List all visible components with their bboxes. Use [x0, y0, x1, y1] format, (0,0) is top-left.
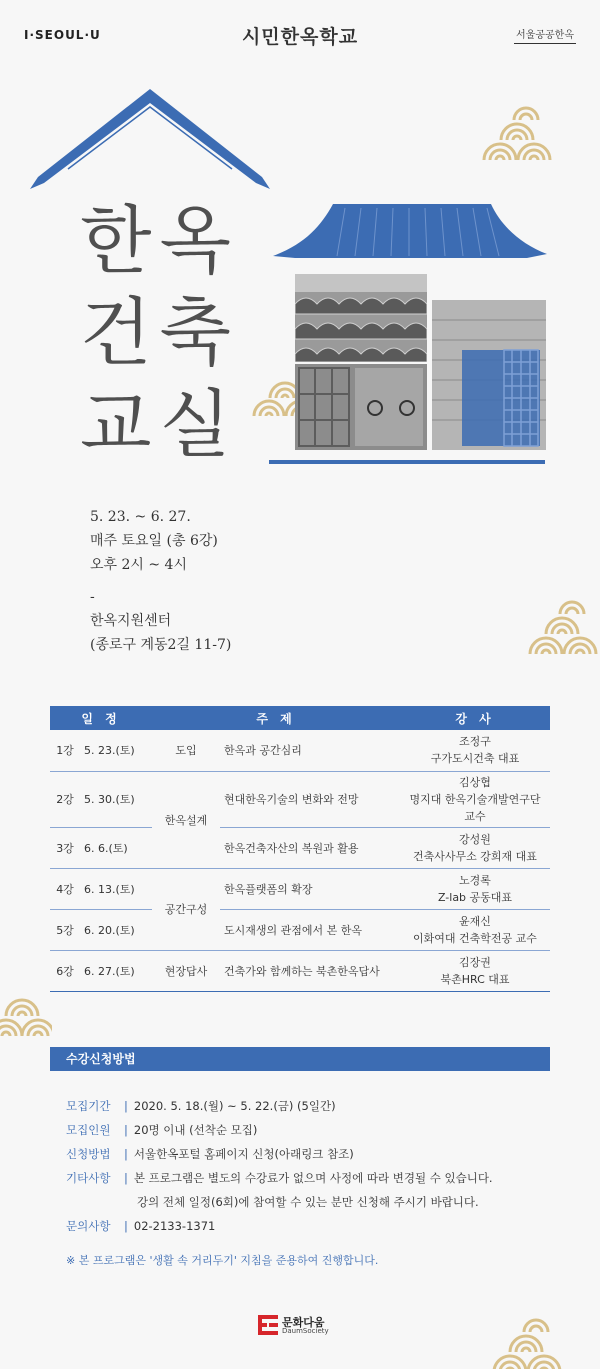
footer-logo-en: DaumSociety: [282, 1327, 329, 1335]
apply-separator: |: [124, 1123, 128, 1137]
session-category: 공간구성: [152, 868, 220, 950]
footer-logo[interactable]: [258, 1315, 329, 1339]
session-num: 2강: [50, 771, 80, 827]
apply-details: [66, 1094, 493, 1238]
event-info: [90, 505, 231, 657]
session-lecturer: [400, 771, 550, 827]
apply-row-method: [66, 1142, 493, 1166]
lecturer-name: 김장권: [459, 955, 491, 969]
contact-phone[interactable]: 02-2133-1371: [133, 1219, 216, 1233]
apply-value: 20명 이내 (선착순 모집): [133, 1123, 258, 1137]
apply-value: 서울한옥포털 홈페이지 신청(아래링크 참조): [133, 1147, 354, 1161]
session-num: 4강: [50, 868, 80, 909]
session-date: 6. 27.(토): [80, 950, 152, 991]
lecturer-affiliation: 이화여대 건축학전공 교수: [413, 931, 537, 945]
wave-pattern-left: [0, 982, 52, 1038]
session-category: 도입: [152, 730, 220, 771]
lecturer-name: 윤재신: [459, 914, 491, 928]
seoul-hanok-badge[interactable]: 서울공공한옥: [514, 26, 576, 44]
apply-label: 기타사항: [66, 1171, 111, 1185]
schedule-table: [50, 706, 550, 992]
session-num: 6강: [50, 950, 80, 991]
session-date: 5. 30.(토): [80, 771, 152, 827]
table-row: [50, 771, 550, 827]
session-date: 5. 23.(토): [80, 730, 152, 771]
session-num: 3강: [50, 827, 80, 868]
header: [0, 0, 600, 70]
apply-row-etc: [66, 1166, 493, 1190]
distancing-notice: ※ 본 프로그램은 '생활 속 거리두기' 지침을 준용하여 진행합니다.: [66, 1254, 379, 1267]
wave-pattern-bottom-right: [490, 1312, 564, 1369]
apply-separator: |: [124, 1219, 128, 1233]
session-topic: 현대한옥기술의 변화와 전망: [220, 771, 400, 827]
lecturer-name: 노경록: [459, 873, 491, 887]
apply-label: 모집인원: [66, 1123, 111, 1137]
header-topic: 주 제: [152, 706, 400, 730]
session-num: 1강: [50, 730, 80, 771]
lecturer-name: 김상협: [459, 775, 491, 789]
daumsociety-logo-icon: [258, 1315, 278, 1335]
apply-value: 2020. 5. 18.(월) ~ 5. 22.(금) (5일간): [133, 1099, 336, 1113]
lecturer-affiliation: 명지대 한옥기술개발연구단 교수: [409, 792, 541, 823]
session-topic: 건축가와 함께하는 북촌한옥답사: [220, 950, 400, 991]
apply-separator: |: [124, 1147, 128, 1161]
apply-row-period: [66, 1094, 493, 1118]
apply-value: 본 프로그램은 별도의 수강료가 없으며 사정에 따라 변경될 수 있습니다.: [133, 1171, 493, 1185]
venue: 한옥지원센터: [90, 613, 172, 629]
lecturer-affiliation: 구가도시건축 대표: [430, 752, 520, 766]
session-category: 한옥설계: [152, 771, 220, 868]
session-lecturer: [400, 868, 550, 909]
table-row: [50, 868, 550, 909]
lecturer-name: 조정구: [459, 735, 491, 749]
lattice-window-photo: [432, 300, 546, 450]
apply-label: 신청방법: [66, 1147, 111, 1161]
header-lecturer: 강 사: [400, 706, 550, 730]
footer-logo-ko: 문화다움: [282, 1316, 325, 1329]
roof-illustration: [28, 85, 272, 195]
session-lecturer: [400, 950, 550, 991]
hero-title-line: 교실: [80, 382, 239, 468]
apply-separator: |: [124, 1099, 128, 1113]
table-row: [50, 950, 550, 991]
time: 오후 2시 ~ 4시: [90, 557, 187, 573]
session-lecturer: [400, 827, 550, 868]
apply-separator: |: [124, 1171, 128, 1185]
apply-row-contact: [66, 1214, 493, 1238]
apply-row-capacity: [66, 1118, 493, 1142]
schedule-header-row: [50, 706, 550, 730]
hero-title: [80, 195, 250, 471]
session-category: 현장답사: [152, 950, 220, 991]
divider-dash: -: [90, 589, 95, 605]
hero-title-line: 건축: [80, 290, 239, 376]
lecturer-affiliation: 북촌HRC 대표: [440, 972, 510, 986]
session-lecturer: [400, 909, 550, 950]
session-topic: 한옥건축자산의 복원과 활용: [220, 827, 400, 868]
apply-label: 문의사항: [66, 1219, 111, 1233]
session-num: 5강: [50, 909, 80, 950]
roof-tiles-photo: [295, 274, 427, 362]
lecturer-affiliation: Z-lab 공동대표: [437, 890, 513, 904]
session-date: 6. 20.(토): [80, 909, 152, 950]
wooden-door-photo: [295, 364, 427, 450]
date-range: 5. 23. ~ 6. 27.: [90, 509, 191, 525]
apply-value: 강의 전체 일정(6회)에 참여할 수 있는 분만 신청해 주시기 바랍니다.: [137, 1195, 479, 1209]
frequency: 매주 토요일 (총 6강): [90, 533, 218, 549]
apply-heading: 수강신청방법: [50, 1047, 550, 1071]
header-schedule: 일 정: [50, 706, 152, 730]
lecturer-affiliation: 건축사사무소 강희재 대표: [413, 849, 537, 863]
wave-pattern-top-right: [478, 104, 560, 162]
page-title: 시민한옥학교: [241, 26, 359, 48]
table-row: [50, 730, 550, 771]
table-row: [50, 909, 550, 950]
session-topic: 한옥플랫폼의 확장: [220, 868, 400, 909]
wave-pattern-right: [526, 594, 600, 656]
apply-row-etc-continued: [66, 1190, 493, 1214]
session-topic: 한옥과 공간심리: [220, 730, 400, 771]
address: (종로구 계동2길 11-7): [90, 637, 232, 653]
apply-label: 모집기간: [66, 1099, 111, 1113]
hero-title-line: 한옥: [80, 198, 239, 284]
lecturer-name: 강성원: [459, 832, 491, 846]
session-date: 6. 6.(토): [80, 827, 152, 868]
session-date: 6. 13.(토): [80, 868, 152, 909]
session-topic: 도시재생의 관점에서 본 한옥: [220, 909, 400, 950]
table-row: [50, 827, 550, 868]
iseoulu-logo[interactable]: I·SEOUL·U: [24, 28, 101, 42]
session-lecturer: [400, 730, 550, 771]
